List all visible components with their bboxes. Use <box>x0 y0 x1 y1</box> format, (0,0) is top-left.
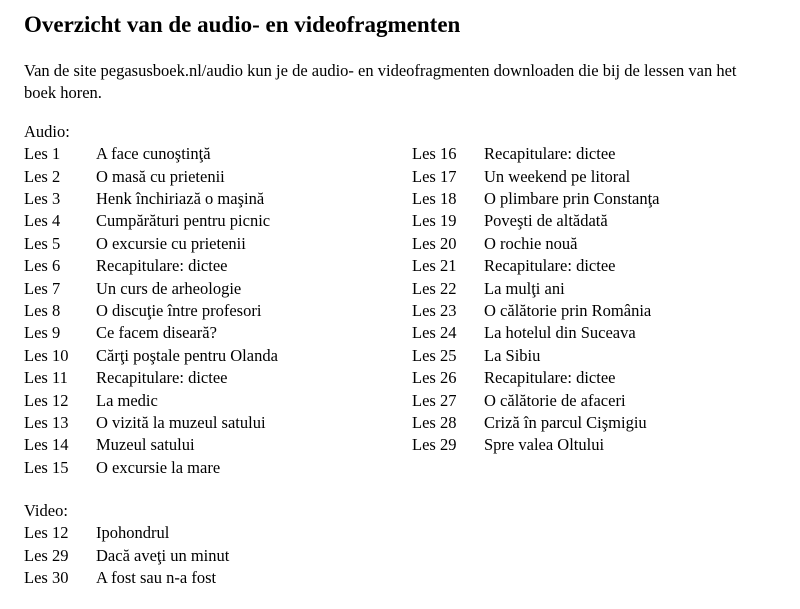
lesson-number: Les 7 <box>24 278 61 298</box>
lesson-number: Les 24 <box>412 323 457 343</box>
lesson-title: La hotelul din Suceava <box>484 323 636 343</box>
lesson-number: Les 26 <box>412 368 457 388</box>
audio-list-item <box>24 166 412 188</box>
lesson-title: Recapitulare: dictee <box>484 368 616 388</box>
audio-list-item <box>412 300 800 322</box>
audio-list-item <box>24 210 412 232</box>
audio-list-item <box>412 233 800 255</box>
audio-list-item <box>412 390 800 412</box>
audio-list-item <box>24 345 412 367</box>
video-list-column <box>24 522 421 589</box>
lesson-number: Les 8 <box>24 300 61 320</box>
video-section-label: Video: <box>24 501 68 521</box>
lesson-title: Un curs de arheologie <box>96 278 242 298</box>
audio-list-item <box>24 457 412 479</box>
lesson-number: Les 10 <box>24 345 69 365</box>
lesson-number: Les 25 <box>412 345 457 365</box>
video-list-item <box>24 567 421 589</box>
lesson-title: Recapitulare: dictee <box>96 368 228 388</box>
lesson-title: O călătorie de afaceri <box>484 390 626 410</box>
audio-list <box>24 143 800 479</box>
audio-list-item <box>24 233 412 255</box>
lesson-number: Les 28 <box>412 412 457 432</box>
audio-list-item <box>24 278 412 300</box>
audio-list-item <box>412 367 800 389</box>
page-title: Overzicht van de audio- en videofragmenten <box>24 12 461 37</box>
audio-list-item <box>412 412 800 434</box>
lesson-title: Cumpărături pentru picnic <box>96 211 271 231</box>
lesson-number: Les 11 <box>24 368 68 388</box>
audio-list-item <box>24 255 412 277</box>
audio-list-right-column <box>412 143 800 479</box>
lesson-number: Les 22 <box>412 278 457 298</box>
lesson-title: Recapitulare: dictee <box>96 256 228 276</box>
lesson-title: Ipohondrul <box>96 523 170 543</box>
intro-paragraph: Van de site pegasusboek.nl/audio kun je de audio- en videofragmenten downloaden die bij de lessen van het boek horen. <box>24 61 737 103</box>
lesson-number: Les 27 <box>412 390 457 410</box>
lesson-number: Les 19 <box>412 211 457 231</box>
audio-list-left-column <box>24 143 412 479</box>
lesson-number: Les 1 <box>24 144 61 164</box>
audio-list-item <box>24 143 412 165</box>
lesson-title: O călătorie prin România <box>484 300 652 320</box>
lesson-number: Les 20 <box>412 233 457 253</box>
lesson-number: Les 13 <box>24 412 69 432</box>
lesson-number: Les 6 <box>24 256 61 276</box>
lesson-number: Les 29 <box>24 545 69 565</box>
lesson-title: Spre valea Oltului <box>484 435 605 455</box>
lesson-number: Les 2 <box>24 166 61 186</box>
audio-list-item <box>24 188 412 210</box>
lesson-number: Les 3 <box>24 189 61 208</box>
lesson-title: A face cunoştinţă <box>96 144 211 164</box>
lesson-title: Recapitulare: dictee <box>484 256 616 276</box>
audio-list-item <box>412 255 800 277</box>
lesson-number: Les 30 <box>24 568 69 588</box>
lesson-number: Les 21 <box>412 256 457 276</box>
lesson-title: O vizită la muzeul satului <box>96 412 266 432</box>
lesson-number: Les 9 <box>24 323 61 343</box>
audio-list-item <box>412 434 800 456</box>
audio-list-item <box>24 390 412 412</box>
audio-list-item <box>412 166 800 188</box>
lesson-title: Henk închiriază o maşină <box>96 189 265 208</box>
lesson-title: O discuţie între profesori <box>96 300 262 320</box>
audio-list-item <box>24 322 412 344</box>
lesson-title: Ce facem diseară? <box>96 323 217 343</box>
lesson-number: Les 17 <box>412 166 457 186</box>
lesson-title: O excursie la mare <box>96 457 221 477</box>
lesson-title: La Sibiu <box>484 345 541 365</box>
lesson-number: Les 12 <box>24 390 69 410</box>
lesson-number: Les 29 <box>412 435 457 455</box>
audio-list-item <box>412 278 800 300</box>
video-list-item <box>24 545 421 567</box>
lesson-number: Les 14 <box>24 435 69 455</box>
lesson-number: Les 5 <box>24 233 61 253</box>
lesson-title: O plimbare prin Constanţa <box>484 189 660 208</box>
lesson-title: La medic <box>96 390 158 410</box>
lesson-title: O masă cu prietenii <box>96 166 225 186</box>
video-list <box>24 522 800 589</box>
audio-list-item <box>24 367 412 389</box>
audio-list-item <box>412 188 800 210</box>
audio-section-label: Audio: <box>24 121 70 141</box>
lesson-title: Dacă aveţi un minut <box>96 545 230 565</box>
audio-list-item <box>24 434 412 456</box>
lesson-title: Recapitulare: dictee <box>484 144 616 164</box>
lesson-title: A fost sau n-a fost <box>96 568 217 588</box>
lesson-number: Les 18 <box>412 189 457 208</box>
lesson-title: O excursie cu prietenii <box>96 233 246 253</box>
lesson-title: La mulţi ani <box>484 278 565 298</box>
audio-list-item <box>412 322 800 344</box>
lesson-title: Cărţi poştale pentru Olanda <box>96 345 278 365</box>
lesson-title: Un weekend pe litoral <box>484 166 631 186</box>
lesson-number: Les 23 <box>412 300 457 320</box>
lesson-title: Criză în parcul Cişmigiu <box>484 412 647 432</box>
audio-list-item <box>24 412 412 434</box>
lesson-title: O rochie nouă <box>484 233 578 253</box>
audio-list-item <box>24 300 412 322</box>
video-list-item <box>24 522 421 544</box>
audio-list-item <box>412 143 800 165</box>
lesson-number: Les 16 <box>412 144 457 164</box>
lesson-number: Les 4 <box>24 211 61 231</box>
audio-list-item <box>412 210 800 232</box>
lesson-title: Muzeul satului <box>96 435 195 455</box>
lesson-number: Les 15 <box>24 457 69 477</box>
lesson-number: Les 12 <box>24 523 69 543</box>
lesson-title: Poveşti de altădată <box>484 211 608 231</box>
audio-list-item <box>412 345 800 367</box>
